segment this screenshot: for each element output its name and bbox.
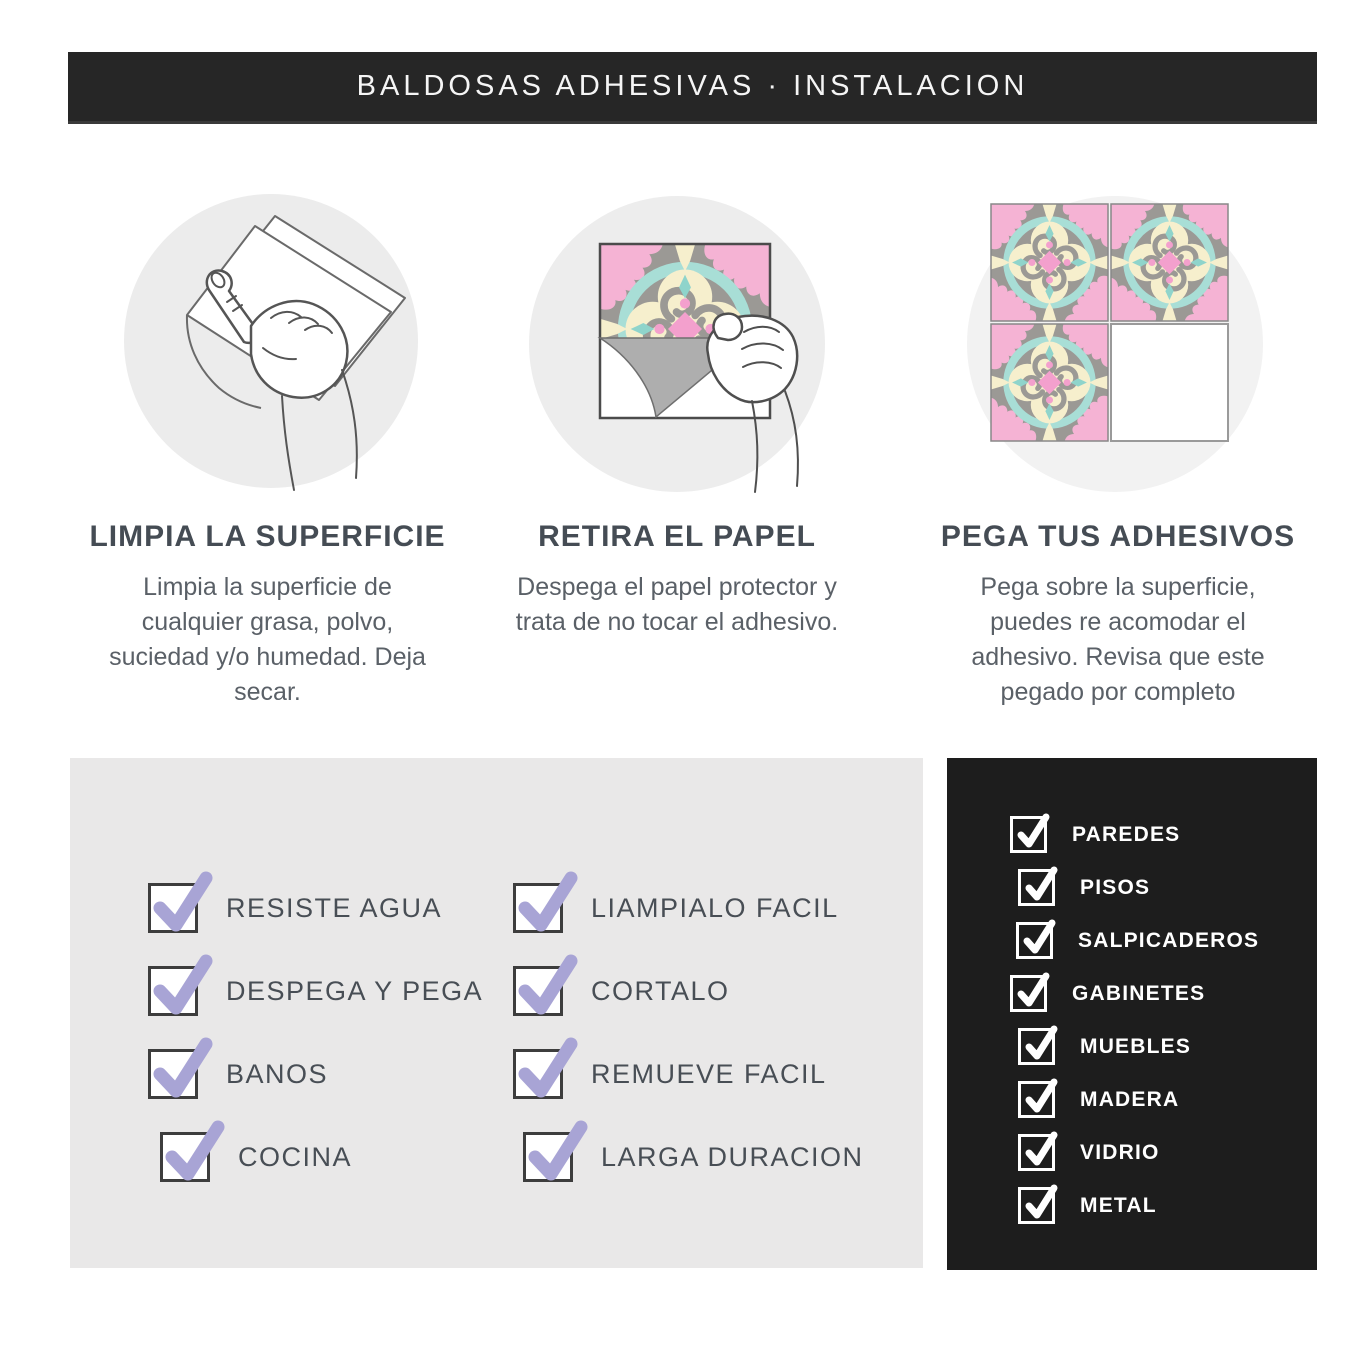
surface-item [1018, 1134, 1259, 1171]
step-description: Limpia la superficie de cualquier grasa, polvo, suciedad y/o humedad. Deja secar. [109, 573, 426, 706]
step-description: Despega el papel protector y trata de no tocar el adhesivo. [515, 573, 839, 636]
feature-label: CORTALO [591, 975, 730, 1006]
surface-item [1018, 869, 1259, 906]
feature-item [148, 1048, 483, 1100]
feature-item [148, 965, 483, 1017]
checkbox-checked-icon [1018, 1028, 1055, 1065]
surface-label: MUEBLES [1080, 1034, 1192, 1058]
checkbox-checked-icon [513, 1049, 563, 1099]
feature-item [513, 1048, 864, 1100]
step-description: Pega sobre la superficie, puedes re acomodar el adhesivo. Revisa que este pegado por completo [971, 573, 1265, 706]
surface-item [1018, 1081, 1259, 1118]
feature-label: LARGA DURACION [601, 1141, 864, 1172]
checkbox-checked-icon [1018, 1081, 1055, 1118]
feature-label: BANOS [226, 1058, 329, 1089]
tile-grid-icon [953, 186, 1283, 494]
feature-item [513, 882, 864, 934]
checkbox-checked-icon [1016, 922, 1053, 959]
checkbox-checked-icon [523, 1132, 573, 1182]
feature-label: COCINA [238, 1141, 353, 1172]
checkbox-checked-icon [1010, 975, 1047, 1012]
checkbox-checked-icon [148, 883, 198, 933]
checkbox-checked-icon [1018, 1187, 1055, 1224]
checkbox-checked-icon [148, 1049, 198, 1099]
checkbox-checked-icon [1010, 816, 1047, 853]
hand-wiping-cloth-icon [103, 186, 433, 494]
feature-item [160, 1131, 483, 1183]
surface-label: VIDRIO [1080, 1140, 1160, 1164]
feature-label: LIAMPIALO FACIL [591, 892, 839, 923]
page-title: BALDOSAS ADHESIVAS · INSTALACION [356, 70, 1029, 102]
feature-label: RESISTE AGUA [226, 892, 443, 923]
checkbox-checked-icon [160, 1132, 210, 1182]
step-apply-adhesives [912, 186, 1324, 710]
surface-label: MADERA [1080, 1087, 1180, 1111]
step-peel-paper [478, 186, 876, 640]
step-title: RETIRA EL PAPEL [538, 520, 816, 553]
surface-label: GABINETES [1072, 981, 1206, 1005]
features-panel [70, 758, 923, 1268]
checkbox-checked-icon [513, 883, 563, 933]
surface-item [1018, 1028, 1259, 1065]
surface-item [1010, 816, 1259, 853]
step-title: PEGA TUS ADHESIVOS [940, 520, 1296, 553]
surfaces-panel [947, 758, 1317, 1270]
surface-item [1016, 922, 1259, 959]
surface-label: METAL [1080, 1193, 1157, 1217]
feature-item [513, 965, 864, 1017]
checkbox-checked-icon [513, 966, 563, 1016]
title-bar [68, 52, 1317, 124]
feature-item [523, 1131, 864, 1183]
feature-label: DESPEGA Y PEGA [226, 975, 484, 1006]
checkbox-checked-icon [148, 966, 198, 1016]
checkbox-checked-icon [1018, 869, 1055, 906]
feature-label: REMUEVE FACIL [591, 1058, 827, 1089]
checkbox-checked-icon [1018, 1134, 1055, 1171]
feature-item [148, 882, 483, 934]
peel-backing-paper-icon [512, 186, 842, 494]
surface-label: PISOS [1080, 875, 1151, 899]
surface-item [1010, 975, 1259, 1012]
step-clean-surface [75, 186, 460, 710]
step-title: LIMPIA LA SUPERFICIE [89, 520, 446, 553]
surface-item [1018, 1187, 1259, 1224]
surface-label: PAREDES [1072, 822, 1181, 846]
surface-label: SALPICADEROS [1078, 928, 1260, 952]
